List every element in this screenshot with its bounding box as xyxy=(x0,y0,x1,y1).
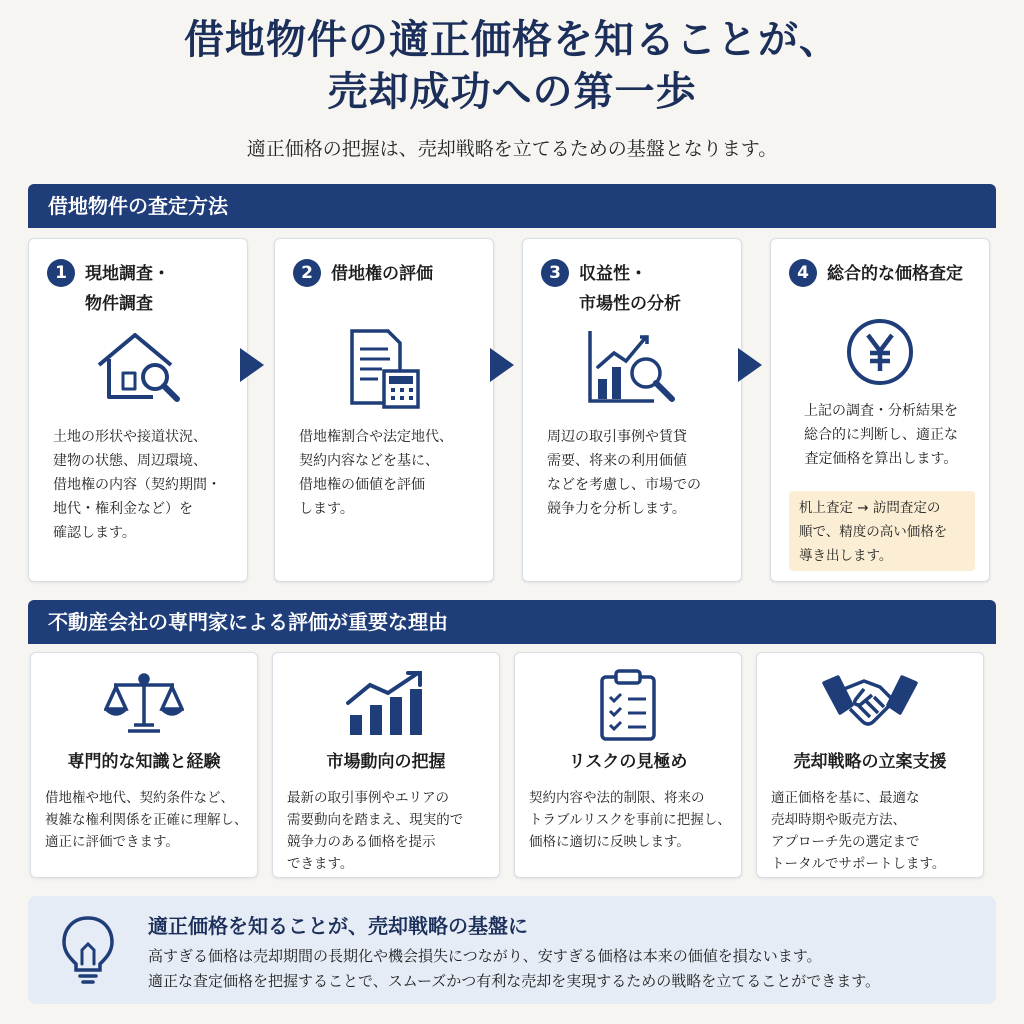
step-description: 土地の形状や接道状況、 建物の状態、周辺環境、 借地権の内容（契約期間・ 地代・権利金など）を 確認します。 xyxy=(53,429,221,541)
reason-description: 借地権や地代、契約条件など、 複雑な権利関係を正確に理解し、 適正に評価できます。 xyxy=(45,790,248,850)
reason-card-4 xyxy=(756,652,984,878)
reason-card-1 xyxy=(30,652,258,878)
step-title: 現地調査・ 物件調査 xyxy=(85,264,170,314)
reason-description: 契約内容や法的制限、将来の トラブルリスクを事前に把握し、 価格に適切に反映します。 xyxy=(529,790,731,850)
lightbulb-icon xyxy=(58,914,118,990)
step-description: 借地権割合や法定地代、 契約内容などを基に、 借地権の価値を評価 します。 xyxy=(299,429,453,517)
step-description: 周辺の取引事例や賃貸 需要、将来の利用価値 などを考慮し、市場での 競争力を分析します。 xyxy=(547,429,701,517)
step-card-3 xyxy=(522,238,742,582)
step-note: 机上査定 → 訪問査定の 順で、精度の高い価格を 導き出します。 xyxy=(789,491,975,571)
title-line-2: 売却成功への第一歩 xyxy=(327,68,697,115)
summary-box xyxy=(28,896,996,1004)
reason-description: 最新の取引事例やエリアの 需要動向を踏まえ、現実的で 競争力のある価格を提示 できます。 xyxy=(287,790,464,872)
house-search-icon xyxy=(93,327,183,411)
reason-title: リスクの見極め xyxy=(568,752,688,772)
page-subtitle: 適正価格の把握は、売却戦略を立てるための基盤となります。 xyxy=(246,138,778,160)
growth-chart-icon xyxy=(344,669,428,741)
step-number: 3 xyxy=(541,259,569,287)
handshake-icon xyxy=(822,669,918,737)
title-line-1: 借地物件の適正価格を知ることが、 xyxy=(184,16,840,63)
step-description: 上記の調査・分析結果を 総合的に判断し、適正な 査定価格を算出します。 xyxy=(804,403,958,467)
step-card-1 xyxy=(28,238,248,582)
summary-text: 高すぎる価格は売却期間の長期化や機会損失につながり、安すぎる価格は本来の価値を損ないます。 適正な査定価格を把握することで、スムーズかつ有利な売却を実現するための戦略を立てることができます。 xyxy=(148,947,881,990)
step-number: 1 xyxy=(47,259,75,287)
reason-card-3 xyxy=(514,652,742,878)
reason-title: 市場動向の把握 xyxy=(326,752,446,772)
summary-title: 適正価格を知ることが、売却戦略の基盤に xyxy=(148,914,528,938)
step-card-4 xyxy=(770,238,990,582)
flow-arrow-icon xyxy=(490,348,514,382)
step-number: 4 xyxy=(789,259,817,287)
step-title: 収益性・ 市場性の分析 xyxy=(579,264,681,314)
reason-card-2 xyxy=(272,652,500,878)
reason-title: 専門的な知識と経験 xyxy=(67,752,221,772)
page-title xyxy=(0,14,1024,118)
reason-title: 売却戦略の立案支援 xyxy=(793,752,947,772)
yen-icon xyxy=(845,317,915,391)
flow-arrow-icon xyxy=(240,348,264,382)
step-title: 総合的な価格査定 xyxy=(827,264,963,284)
step-card-2 xyxy=(274,238,494,582)
scales-icon xyxy=(104,669,184,741)
flow-arrow-icon xyxy=(738,348,762,382)
step-number: 2 xyxy=(293,259,321,287)
section-header-reasons: 不動産会社の専門家による評価が重要な理由 xyxy=(28,600,996,644)
chart-search-icon xyxy=(584,327,680,411)
reason-description: 適正価格を基に、最適な 売却時期や販売方法、 アプローチ先の選定まで トータルでサポートします。 xyxy=(771,790,946,872)
checklist-icon xyxy=(598,669,658,745)
document-calculator-icon xyxy=(342,327,426,415)
step-title: 借地権の評価 xyxy=(331,264,433,284)
section-header-appraisal: 借地物件の査定方法 xyxy=(28,184,996,228)
